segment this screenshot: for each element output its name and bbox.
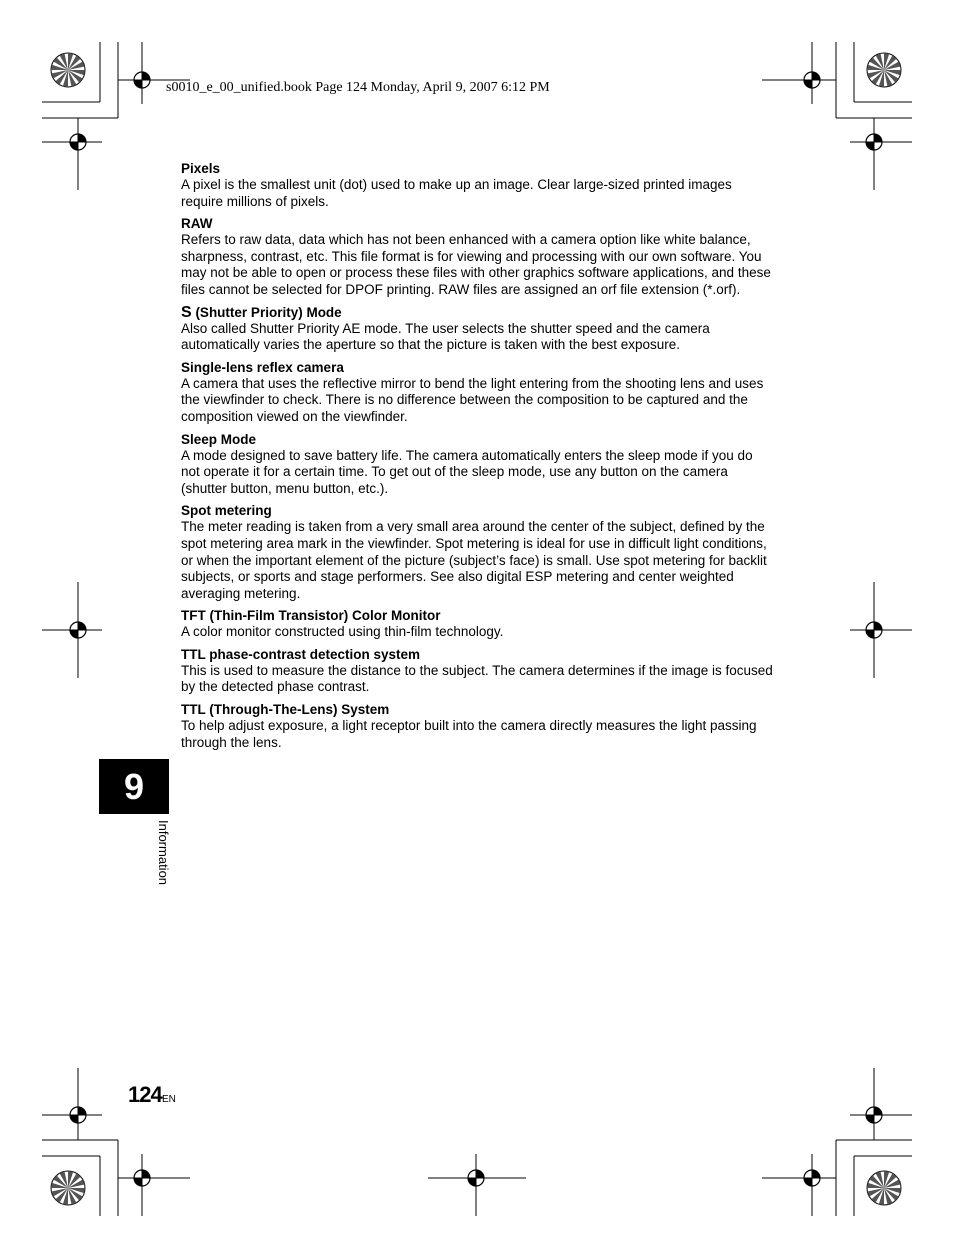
starburst-target-icon (51, 53, 85, 87)
glossary-entry (181, 702, 773, 751)
entry-title: Sleep Mode (181, 431, 257, 447)
chapter-label-text: Information (156, 820, 171, 886)
glossary-entry (181, 647, 773, 696)
chapter-label (153, 820, 173, 910)
entry-body: Refers to raw data, data which has not been enhanced with a camera option like white balance, sharpness, contrast, etc. This file format is for viewing and processing with our own software. You may not be able to open or process these files with other graphics software applications, and these files cannot be selected for DPOF printing. RAW files are assigned an orf file extension (*.orf). (181, 232, 771, 297)
entry-body: A pixel is the smallest unit (dot) used to make up an image. Clear large-sized printed images require millions of pixels. (181, 177, 732, 209)
entry-title: Pixels (181, 161, 221, 176)
glossary-content (181, 161, 773, 757)
entry-title (181, 305, 773, 321)
entry-title: Spot metering (181, 503, 272, 519)
entry-body: A mode designed to save battery life. The camera automatically enters the sleep mode if you do not operate it for a certain time. To get out of the sleep mode, use any button on the camera (shutter button, menu button, etc.). (181, 447, 753, 496)
entry-title: TFT (Thin-Film Transistor) Color Monitor (181, 608, 441, 624)
chapter-tab: 9 (99, 759, 169, 814)
glossary-entry (181, 432, 773, 498)
glossary-entry (181, 503, 773, 602)
entry-body: To help adjust exposure, a light receptor built into the camera directly measures the light passing through the lens. (181, 718, 757, 750)
entry-title: RAW (181, 216, 213, 232)
entry-title: Single-lens reflex camera (181, 359, 344, 375)
starburst-target-icon (51, 1171, 85, 1205)
entry-body: A color monitor constructed using thin-film technology. (181, 624, 504, 640)
starburst-target-icon (867, 53, 901, 87)
page-language: EN (162, 1094, 176, 1105)
entry-body: Also called Shutter Priority AE mode. The user selects the shutter speed and the camera automatically varies the aperture so that the picture is taken with the best exposure. (181, 320, 710, 353)
glossary-entry (181, 216, 773, 298)
glossary-entry (181, 608, 773, 641)
entry-body: A camera that uses the reflective mirror to bend the light entering from the shooting lens and uses the viewfinder to check. There is no difference between the composition to be captured and the composition viewed on the viewfinder. (181, 375, 764, 424)
glossary-entry (181, 360, 773, 426)
entry-title: TTL (Through-The-Lens) System (181, 702, 390, 718)
book-file-header: s0010_e_00_unified.book Page 124 Monday, April 9, 2007 6:12 PM (166, 80, 550, 95)
page-number: 124 (128, 1082, 162, 1107)
entry-title-text: (Shutter Priority) Mode (195, 304, 342, 320)
glossary-entry (181, 305, 773, 354)
entry-body: The meter reading is taken from a very small area around the center of the subject, defined by the spot metering area mark in the viewfinder. Spot metering is ideal for use in difficult light conditions, or when the important element of the picture (subject’s face) is small. Use spot metering for backlit subjects, or sports and stage performers. See also digital ESP metering and center weighted averaging metering. (181, 519, 767, 601)
glossary-entry (181, 161, 773, 210)
entry-title: TTL phase-contrast detection system (181, 646, 421, 662)
shutter-priority-mode-symbol: S (181, 303, 192, 321)
starburst-target-icon (867, 1171, 901, 1205)
entry-body: This is used to measure the distance to the subject. The camera determines if the image is focused by the detected phase contrast. (181, 662, 773, 695)
